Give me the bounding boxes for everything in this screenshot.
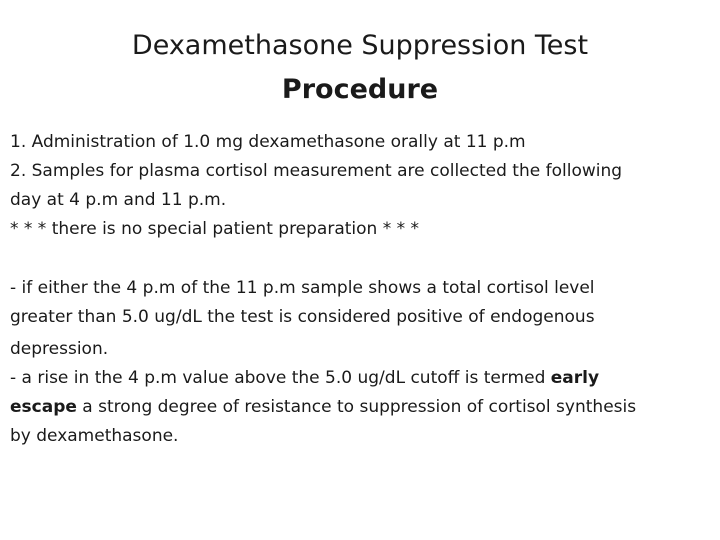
note-early-escape-text: - a rise in the 4 p.m value above the 5.0 ug/dL cutoff is termed: [10, 368, 551, 388]
interpretation-notes: [10, 274, 710, 451]
procedure-steps: [10, 128, 710, 244]
note-early-escape-line-3: by dexamethasone.: [10, 426, 179, 446]
note-early-escape-description: a strong degree of resistance to suppression of cortisol synthesis: [76, 397, 637, 417]
title-line-main: Dexamethasone Suppression Test: [131, 30, 589, 61]
patient-preparation-note: * * * there is no special patient preparation * * *: [10, 219, 420, 239]
note-positive-criteria-line-1: - if either the 4 p.m of the 11 p.m sample shows a total cortisol level: [10, 278, 595, 298]
term-escape: escape: [10, 397, 77, 417]
procedure-step-1: 1. Administration of 1.0 mg dexamethasone orally at 11 p.m: [10, 132, 526, 152]
note-positive-criteria-line-2: greater than 5.0 ug/dL the test is considered positive of endogenous: [10, 307, 595, 327]
procedure-step-2-continued: day at 4 p.m and 11 p.m.: [10, 190, 227, 210]
term-early: early: [550, 368, 600, 388]
slide-title: [0, 24, 720, 112]
note-positive-criteria-line-3: depression.: [10, 339, 109, 359]
procedure-step-2: 2. Samples for plasma cortisol measurement are collected the following: [10, 161, 623, 181]
note-early-escape-line-2: [10, 393, 710, 422]
note-early-escape-line-1: [10, 364, 710, 393]
title-line-procedure: Procedure: [281, 74, 439, 105]
